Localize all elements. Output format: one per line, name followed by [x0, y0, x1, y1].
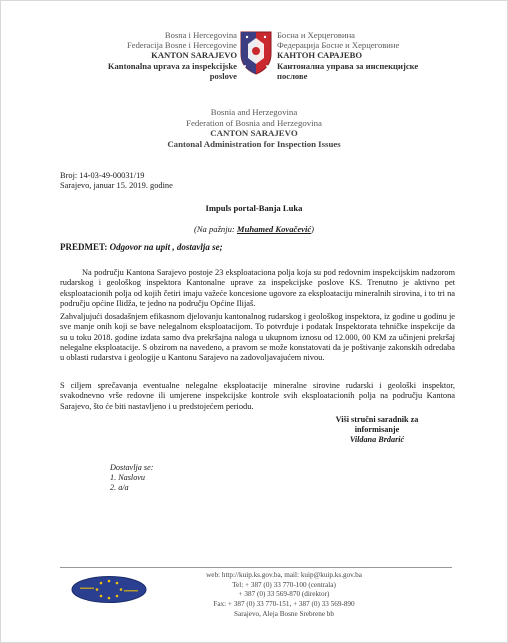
attention-suffix: ): [311, 224, 315, 234]
letterhead: [0, 30, 508, 100]
footer-web-mail: web: http://kuip.ks.gov.ba, mail: kuip@kuip.ks.gov.ba: [206, 571, 362, 579]
letterhead-line: CANTON SARAJEVO: [210, 128, 298, 139]
body-paragraph: S ciljem sprečavanja eventualne nelegalne eksploatacije mineralne sirovine rudarski i geološki inspektor, svakodnevno vrše redovne ili umjerene inspekcijske kontrole svih eksploatacionih polja na području Kantona Sarajevo, što će biti nastavljeno i u predstojećem periodu.: [60, 381, 455, 411]
subject-line: [60, 242, 455, 252]
body-paragraph: Na području Kantona Sarajevo postoje 23 eksploataciona polja koja su pod redovnim inspekcijskim nadzorom rudarskog i geološkog inspektora Kantonalne uprave za inspekcijske poslove KS. Trenutno je aktivno pet eksploatacionih polja od kojih četiri imaju važeće koncesione ugovore za eksploataciju mineralnih sirovina, i to tri na području općine Ilidža, te jedno na području Općine Ilijaš.: [60, 268, 455, 308]
attention-line: [0, 224, 508, 234]
signature-title: Viši stručni saradnik za: [335, 415, 419, 424]
letterhead-line: Босна и Херцеговина: [277, 30, 355, 40]
attention-name: Muhamed Kovačević: [236, 224, 312, 234]
footer-divider: [60, 567, 452, 568]
distribution-list: [110, 463, 153, 493]
distribution-item: 2. a/a: [110, 483, 129, 492]
footer-fax: Fax: + 387 (0) 33 770-151, + 387 (0) 33 569-890: [213, 600, 355, 609]
footer-address: Sarajevo, Aleja Bosne Srebrene bb: [234, 609, 334, 618]
letterhead-line: послове: [277, 70, 308, 81]
letterhead-line: Bosna i Hercegovina: [164, 30, 237, 40]
distribution-title: Dostavlja se:: [110, 463, 154, 472]
letterhead-line: Cantonal Administration for Inspection Issues: [167, 138, 341, 149]
reference-block: [60, 171, 455, 192]
subject-label: PREDMET:: [60, 242, 108, 252]
reference-number: Broj: 14-03-49-00031/19: [60, 171, 145, 180]
letterhead-line: Federacija Bosne i Hercegovine: [126, 40, 237, 51]
distribution-item: 1. Naslovu: [110, 473, 146, 482]
document-date: Sarajevo, januar 15. 2019. godine: [60, 181, 173, 191]
letterhead-english: [0, 107, 508, 149]
footer-tel: Tel: + 387 (0) 33 770-100 (centrala): [232, 580, 336, 589]
footer-contacts: [0, 571, 508, 620]
attention-prefix: (Na pažnju:: [193, 224, 237, 234]
canton-sarajevo-crest-icon: [239, 30, 273, 76]
letterhead-cyrillic: [277, 30, 418, 81]
subject-text: Odgovor na upit , dostavlja se;: [109, 242, 223, 252]
letterhead-line: Bosnia and Herzegovina: [210, 107, 298, 117]
letterhead-latin: [108, 30, 237, 81]
letterhead-line: KANTON SARAJEVO: [151, 50, 237, 61]
letterhead-line: poslove: [209, 70, 237, 81]
body-paragraph: Zahvaljujući dosadašnjem efikasnom djelovanju kantonalnog rudarskog i geološkog inspektora, iz godine u godinu je sve manje onih koji se bave nelegalnom eksploatacijom. To potvrđuje i podatak Inspektorata tehničke inspekcije da su u toku 2018. godine izdata samo dva prekršajna naloga u ukupnom iznosu od 12.000, 00 KM za učinjeni prekršaj nelegalne eksploatacije. S obzirom na navedeno, a pravom se može konstatovati da je poštivanje zakonskih odredaba u oblasti rudarstva i geologije u Kantonu Sarajevo na zadovoljavajućem nivou.: [60, 312, 455, 363]
letterhead-line: Kantonalna uprava za inspekcijske: [107, 60, 237, 71]
recipient-name: Impuls portal-Banja Luka: [205, 203, 303, 213]
letterhead-line: Federation of Bosnia and Herzegovina: [186, 117, 322, 128]
letterhead-line: Кантонална управа за инспекцијске: [277, 60, 419, 71]
signature-name: Vildana Brdarić: [349, 435, 405, 444]
footer-tel-director: + 387 (0) 33 569-870 (direktor): [238, 590, 330, 599]
signature-block: [327, 415, 427, 445]
letterhead-line: КАНТОН САРАЈЕВО: [277, 50, 363, 61]
signature-title: informisanje: [354, 425, 400, 434]
letterhead-line: Федерација Босне и Херцеговине: [277, 40, 400, 51]
